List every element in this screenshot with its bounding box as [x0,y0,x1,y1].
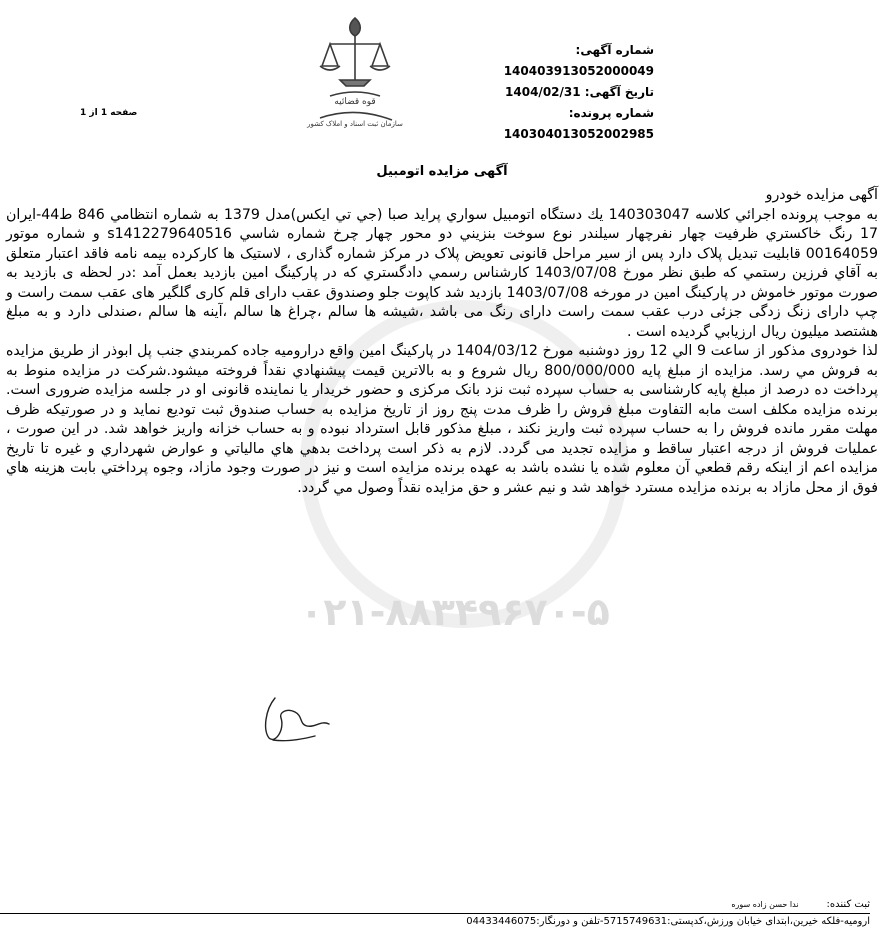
ad-date-row [434,82,654,103]
ad-number: 140403913052000049 [503,64,654,78]
body-heading: آگهی مزایده خودرو [765,187,878,203]
ad-number-label: شماره آگهی: [575,43,654,57]
body-paragraph-1: به موجب پرونده اجرائي كلاسه 140303047 يك دستگاه اتومبيل سواري پرايد صبا (جي تي ايكس)مدل 1379 به شماره انتظامي 846 ط44-ايران 17 رنگ خاكستري ظرفيت چهار نفرچهار سيلندر نوع سوخت بنزيني دو محور چهار چرخ شماره شاسي s1412279640516 و شماره موتور 00164059 قابليت تبديل پلاک دارد پس از سیر مراحل قانونی تعویض پلاک در مرکز شماره گذاری ، لاستیک ها کارکرده بیمه نامه فاقد اعتبار متعلق به آقاي فرزين رستمي كه طبق نظر مورخ 1403/07/08 كارشناس رسمي دادگستري كه در پاركينگ امين بازديد بعمل آمد :در لحظه ی بازدید به صورت موتور خاموش در پارکینگ امین در مورخه 1403/07/08 بازدید شد کاپوت جلو وصندوق عقب دارای قلم کاری گلگیر های عقب سمت راست و چپ دارای زنگ زدگی جزئی درب عقب سمت راست دارای رنگ می باشد ،شیشه ها سالم ،چراغ ها سالم ،آینه ها سالم ،صندلی دارد و به مبلغ هشتصد میلیون ریال ارزيابي گرديده است . [6,206,878,340]
body-paragraph-2: لذا خودروی مذكور از ساعت 9 الي 12 روز دوشنبه مورخ 1404/03/12 در پاركينگ امين واقع دراروميه جاده كمربندي جنب پل ابوذر از طريق مزايده به فروش مي رسد. مزايده از مبلغ پايه 800/000/000 ريال شروع و به بالاترين قيمت پيشنهادي نقداً فروخته ميشود.شرکت در مزایده منوط به پرداخت ده درصد از مبلغ پایه کارشناسی به حساب سپرده ثبت نزد بانک مرکزی و حضور خریدار یا نماینده قانونی او در جلسه مزایده ضروری است. برنده مزایده مکلف است مابه التفاوت مبلغ فروش را ظرف مدت پنج روز از تاریخ مزایده به حساب صندوق ثبت تودیع نماید و در صورتیکه ظرف مهلت مقرر مانده فروش را به حساب سپرده ثبت واریز نکند ، مبلغ مذکور قابل استرداد نبوده و به حساب خزانه واریز خواهد شد. در این صورت ، عملیات فروش از درجه اعتبار ساقط و مزایده تجدید می گردد. لازم به ذکر است پرداخت بدهي هاي مالياتي و عوارض شهرداري و غيره تا تاريخ مزايده اعم از اينكه رقم قطعي آن معلوم شده يا نشده باشد به عهده برنده مزايده است و نيز در صورت وجود مازاد، وجوه پرداختي بابت هزينه هاي فوق از محل مازاد به برنده مزايده مسترد خواهد شد و نيم عشر و حق مزايده نقداً وصول مي گردد. [6,343,878,496]
organization-name: سازمان ثبت اسناد و املاک کشور [307,120,403,128]
footer-divider [0,913,870,914]
recorder-row [0,898,870,911]
ad-date-label: تاریخ آگهی: [584,85,654,99]
recorder-name: ندا حسن زاده سوره [731,900,799,909]
page-number: صفحه 1 از 1 [80,108,138,118]
ad-title: آگهی مزایده اتومبیل [376,164,508,179]
ad-metadata [434,40,654,145]
emblem-text: قوه قضائیه [334,97,376,107]
signature-icon [255,690,345,750]
footer [0,898,870,928]
phone-watermark: ۰۲۱-۸۸۳۴۹۶۷۰-۵ [300,590,610,634]
recorder-label: ثبت کننده: [826,899,870,910]
judiciary-emblem-icon [300,10,410,130]
office-address: ارومیه-فلکه خیرین،ابتدای خیابان ورزش،کدپستی:5715749631-تلفن و دورنگار:04433446075 [466,916,870,927]
file-number: 140304013052002985 [503,127,654,141]
ad-date: 1404/02/31 [505,85,581,99]
file-number-label: شماره پرونده: [568,106,654,120]
ad-body [6,186,878,498]
ad-number-row [434,40,654,82]
file-number-row [434,103,654,145]
